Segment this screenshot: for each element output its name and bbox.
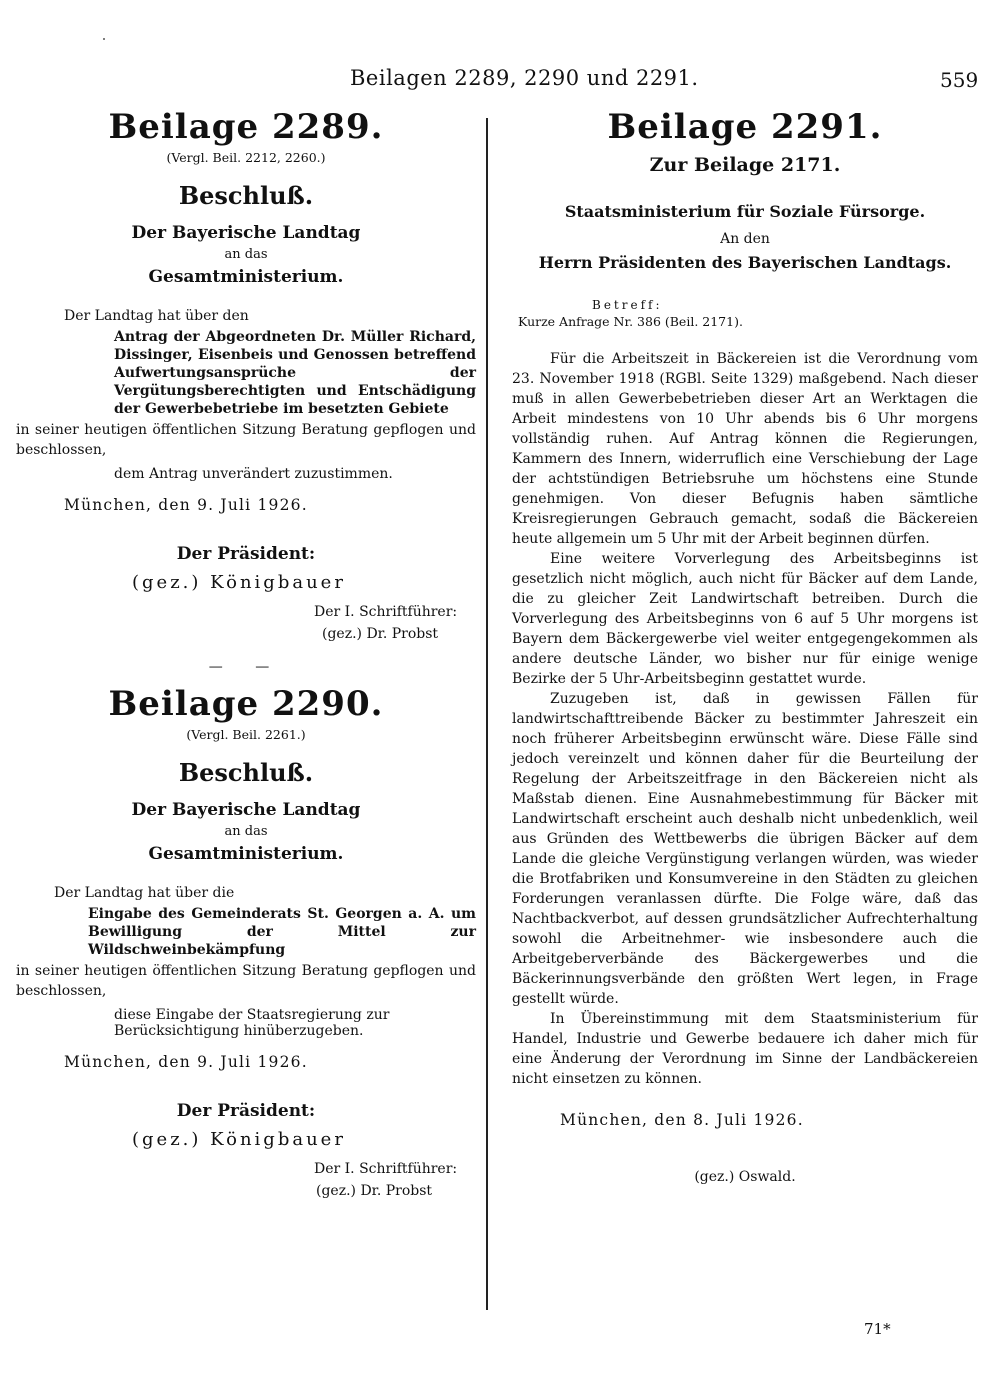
body-paragraph: In Übereinstimmung mit dem Staatsministerium für Handel, Industrie und Gewerbe bedauere ich daher mich für eine Änderung der Verordnung im Sinne der Landbäckereien nicht einsetzen zu können.	[512, 1011, 978, 1087]
beilage-2289-session: in seiner heutigen öffentlichen Sitzung Beratung gepflogen und beschlossen,	[16, 422, 476, 458]
beilage-2290-secretary-name: (gez.) Dr. Probst	[316, 1183, 433, 1199]
beilage-2290-president-name: (gez.) Königbauer	[132, 1129, 346, 1150]
beilage-2291-title: Beilage 2291.	[607, 107, 883, 147]
beilage-2289	[16, 104, 476, 645]
beilage-2290-reference: (Vergl. Beil. 2261.)	[186, 727, 306, 742]
beilage-2290	[16, 681, 476, 1202]
beilage-2289-president-label: Der Präsident:	[176, 544, 316, 564]
beilage-2291-ministry: Staatsministerium für Soziale Fürsorge.	[564, 202, 926, 221]
right-column	[512, 104, 978, 1185]
beilage-2289-secretary-name: (gez.) Dr. Probst	[322, 626, 439, 642]
beilage-2289-recipient: Gesamtministerium.	[148, 267, 344, 287]
beilage-2290-motion: Eingabe des Gemeinderats St. Georgen a. A. um Bewilligung der Mittel zur Wildschweinbekämpfung	[88, 906, 476, 958]
beilage-2291-signature: (gez.) Oswald.	[694, 1169, 796, 1185]
running-head: Beilagen 2289, 2290 und 2291.	[350, 66, 699, 90]
beilage-2290-intro: Der Landtag hat über die	[54, 885, 235, 901]
beilage-2289-place-date: München, den 9. Juli 1926.	[64, 496, 308, 514]
sheet-number: 71*	[864, 1320, 891, 1338]
beilage-2289-organization: Der Bayerische Landtag	[131, 223, 361, 243]
beilage-2291-subtitle: Zur Beilage 2171.	[649, 154, 841, 176]
beilage-2290-heading: Beschluß.	[178, 758, 314, 787]
beilage-2289-an-das: an das	[224, 247, 268, 262]
beilage-2289-decision: dem Antrag unverändert zuzustimmen.	[114, 466, 393, 482]
beilage-2290-title: Beilage 2290.	[108, 684, 384, 724]
beilage-2289-motion: Antrag der Abgeordneten Dr. Müller Richard, Dissinger, Eisenbeis und Genossen betreffend Aufwertungsansprüche der Vergütungsberechtigten und Entschädigung der Gewerbebetriebe im besetzten Gebiete	[114, 329, 476, 417]
body-paragraph: Für die Arbeitszeit in Bäckereien ist die Verordnung vom 23. November 1918 (RGBl. Seite 1329) maßgebend. Nach dieser muß in allen Gewerbebetrieben dieser Art an Werktagen die Arbeit mindestens von 10 Uhr abends bis 6 Uhr morgens vollständig ruhen. Auf Antrag können die Regierungen, Kammern des Innern, widerruflich eine Verschiebung der Lage der achtstündigen Betriebsruhe um höchstens eine Stunde genehmigen. Von dieser Befugnis haben sämtliche Kreisregierungen Gebrauch gemacht, sodaß die Bäckereien heute allgemein um 5 Uhr mit der Arbeit beginnen dürfen.	[512, 351, 978, 547]
betreff-label: Betreff:	[592, 298, 663, 312]
beilage-2290-president-label: Der Präsident:	[176, 1101, 316, 1121]
page-number: 559	[940, 68, 979, 92]
beilage-2291	[512, 104, 978, 1185]
beilage-2289-intro: Der Landtag hat über den	[64, 308, 249, 324]
print-speck	[103, 38, 105, 40]
beilage-2291-recipient: Herrn Präsidenten des Bayerischen Landtags.	[538, 253, 952, 272]
beilage-2289-reference: (Vergl. Beil. 2212, 2260.)	[166, 150, 326, 165]
beilage-2291-place-date: München, den 8. Juli 1926.	[560, 1111, 804, 1129]
section-separator: — —	[208, 659, 284, 675]
beilage-2290-organization: Der Bayerische Landtag	[131, 800, 361, 820]
column-divider	[486, 118, 488, 1310]
body-paragraph: Zuzugeben ist, daß in gewissen Fällen für landwirtschafttreibende Bäcker zu bestimmter Jahreszeit ein noch früherer Arbeitsbeginn erwünscht wäre. Diese Fälle sind jedoch vereinzelt und können daher für die Beurteilung der Regelung der Arbeitszeitfrage in den Bäckereien nicht als Maßstab dienen. Eine Ausnahmebestimmung für Bäcker mit Landwirtschaft erscheint auch deshalb nicht unbedenklich, weil aus Gründen des Wettbewerbs die übrigen Bäcker auf dem Lande die gleiche Vergünstigung verlangen würden, was wieder die Brotfabriken und Konsumvereine in den Städten zu gleichen Forderungen veranlassen dürfte. Die Folge wäre, daß das Nachtbackverbot, auf dessen grundsätzlicher Aufrechterhaltung sowohl die Arbeitnehmer- wie insbesondere auch die Arbeitgeberverbände des Bäckergewerbes und die Bäckerinnungsverbände den größten Wert legen, in Frage gestellt würde.	[512, 691, 978, 1007]
beilage-2290-an-das: an das	[224, 824, 268, 839]
beilage-2290-place-date: München, den 9. Juli 1926.	[64, 1053, 308, 1071]
page-header	[0, 66, 1000, 96]
beilage-2290-secretary-label: Der I. Schriftführer:	[314, 1161, 458, 1177]
beilage-2291-an-den: An den	[720, 231, 770, 247]
beilage-2289-title: Beilage 2289.	[108, 107, 384, 147]
beilage-2289-president-name: (gez.) Königbauer	[132, 572, 346, 593]
beilage-2289-secretary-label: Der I. Schriftführer:	[314, 604, 458, 620]
beilage-2290-session: in seiner heutigen öffentlichen Sitzung Beratung gepflogen und beschlossen,	[16, 963, 476, 999]
body-paragraph: Eine weitere Vorverlegung des Arbeitsbeginns ist gesetzlich nicht möglich, auch nicht für Bäcker auf dem Lande, die zu gleicher Zeit Landwirtschaft betreiben. Durch die Vorverlegung des Arbeitsbeginns von 6 auf 5 Uhr morgens ist Bayern dem Bäckergewerbe viel weiter entgegengekommen als andere deutsche Länder, wo bisher nur für einige wenige Bezirke der 5 Uhr-Arbeitsbeginn gestattet wurde.	[512, 551, 978, 687]
left-column	[16, 104, 476, 1202]
beilage-2290-recipient: Gesamtministerium.	[148, 844, 344, 864]
beilage-2289-heading: Beschluß.	[178, 181, 314, 210]
betreff-text: Kurze Anfrage Nr. 386 (Beil. 2171).	[518, 314, 743, 329]
beilage-2290-decision: diese Eingabe der Staatsregierung zur Berücksichtigung hinüberzugeben.	[114, 1007, 390, 1039]
